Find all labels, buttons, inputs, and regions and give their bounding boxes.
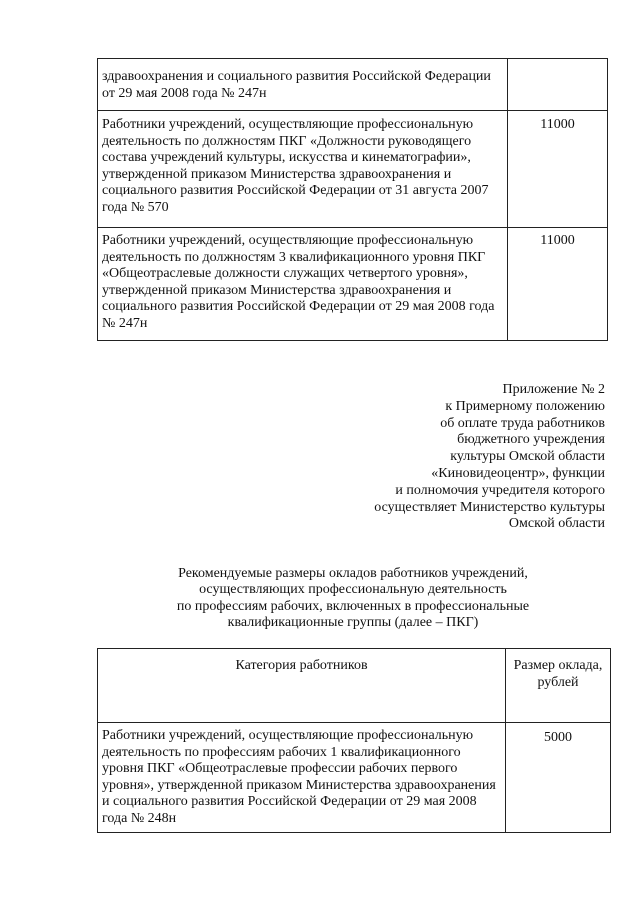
salary-table-continuation [97,58,608,341]
document-title [100,566,606,632]
position-description: Работники учреждений, осуществляющие профессиональную деятельность по профессиям рабочих 1 квалификационного уровня ПКГ «Общеотраслевые профессии рабочих первого уровня», утвержденной приказом Министерства здравоохранения и социального развития Российской Федерации от 29 мая 2008 года № 248н [98,723,506,833]
appendix-line: Омской области [508,516,605,532]
table-row [98,111,608,228]
appendix-line: и полномочия учредителя которого [395,482,605,498]
salary-table [97,648,611,833]
position-description: Работники учреждений, осуществляющие профессиональную деятельность по должностям ПКГ «Должности руководящего состава учреждений культуры, искусства и кинематографии», утвержденной приказом Министерства здравоохранения и социального развития Российской Федерации от 31 августа 2007 года № 570 [98,111,508,228]
title-line: по профессиям рабочих, включенных в профессиональные [176,598,530,614]
title-line: Рекомендуемые размеры окладов работников учреждений, [178,566,528,581]
position-description: Работники учреждений, осуществляющие профессиональную деятельность по должностям 3 квалификационного уровня ПКГ «Общеотраслевые должности служащих четвертого уровня», утвержденной приказом Министерства здравоохранения и социального развития Российской Федерации от 29 мая 2008 года № 247н [98,228,508,341]
table-header-row [98,649,611,723]
appendix-line: «Киновидеоцентр», функции [431,465,605,481]
title-line: квалификационные группы (далее – ПКГ) [227,615,479,631]
appendix-line: бюджетного учреждения [457,432,605,448]
salary-amount: 11000 [508,111,608,228]
title-line: осуществляющих профессиональную деятельность [199,582,507,598]
table-row [98,228,608,341]
appendix-heading [305,382,605,533]
appendix-line: об оплате труда работников [440,415,605,431]
salary-amount [508,59,608,111]
appendix-line: осуществляет Министерство культуры [374,499,605,515]
position-description: здравоохранения и социального развития Российской Федерации от 29 мая 2008 года № 247н [98,59,508,111]
table-row [98,723,611,833]
table-row [98,59,608,111]
appendix-line: культуры Омской области [450,449,605,465]
appendix-line: Приложение № 2 [502,382,605,397]
salary-amount: 11000 [508,228,608,341]
column-header-salary: Размер оклада, рублей [506,649,611,723]
column-header-category: Категория работников [98,649,506,723]
appendix-line: к Примерному положению [445,398,605,414]
salary-amount: 5000 [506,723,611,833]
